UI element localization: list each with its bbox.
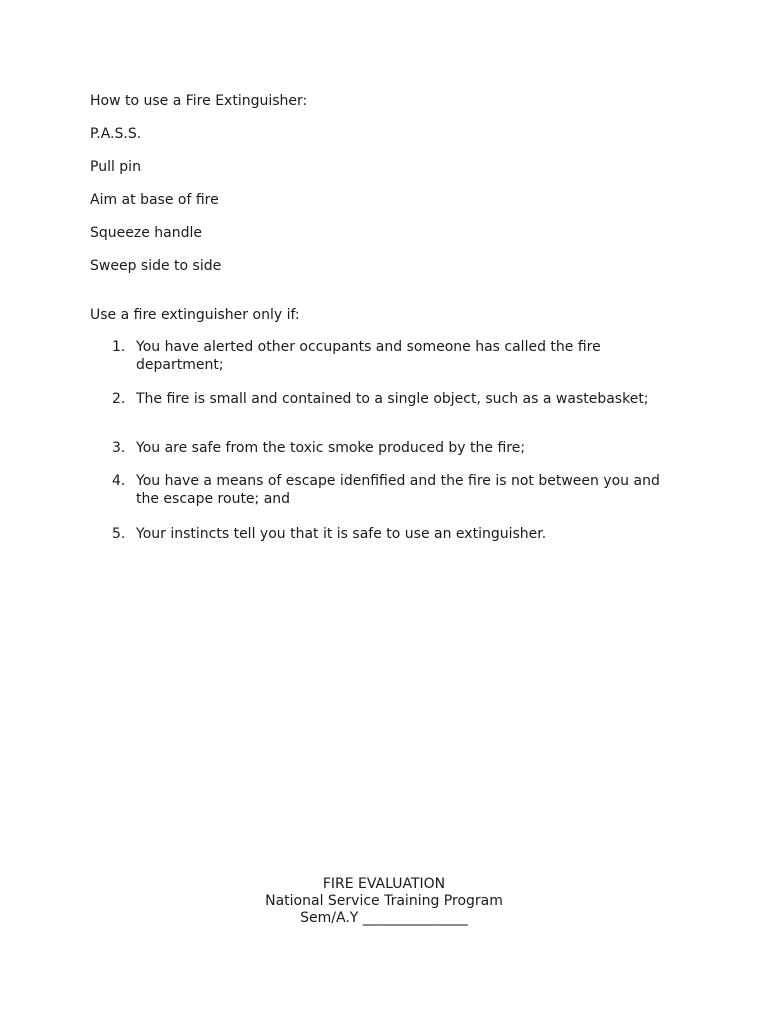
condition-item: [112, 472, 672, 508]
condition-item: [112, 525, 672, 543]
pass-step-squeeze: Squeeze handle: [90, 225, 202, 241]
condition-number: 1.: [112, 339, 126, 355]
conditions-intro: Use a fire extinguisher only if:: [90, 307, 300, 323]
condition-number: 2.: [112, 391, 126, 407]
pass-step-aim: Aim at base of fire: [90, 192, 219, 208]
document-heading: How to use a Fire Extinguisher:: [90, 93, 308, 109]
pass-step-sweep: Sweep side to side: [90, 258, 222, 274]
condition-item: [112, 390, 672, 408]
condition-item: [112, 338, 672, 374]
footer-title: FIRE EVALUATION: [322, 876, 446, 892]
condition-number: 4.: [112, 473, 126, 489]
pass-step-pull: Pull pin: [90, 159, 141, 175]
condition-number: 5.: [112, 526, 126, 542]
footer-sem-ay: Sem/A.Y _______________: [300, 910, 468, 926]
condition-text: You have a means of escape idenfified and the fire is not between you and the escape route; and: [136, 473, 660, 507]
condition-text: Your instincts tell you that it is safe to use an extinguisher.: [136, 526, 547, 542]
condition-text: You are safe from the toxic smoke produced by the fire;: [136, 440, 526, 456]
condition-text: The fire is small and contained to a single object, such as a wastebasket;: [136, 391, 649, 407]
condition-text: You have alerted other occupants and someone has called the fire department;: [136, 339, 601, 373]
condition-item: [112, 439, 672, 457]
condition-number: 3.: [112, 440, 126, 456]
footer-program: National Service Training Program: [265, 893, 503, 909]
pass-acronym: P.A.S.S.: [90, 126, 142, 142]
